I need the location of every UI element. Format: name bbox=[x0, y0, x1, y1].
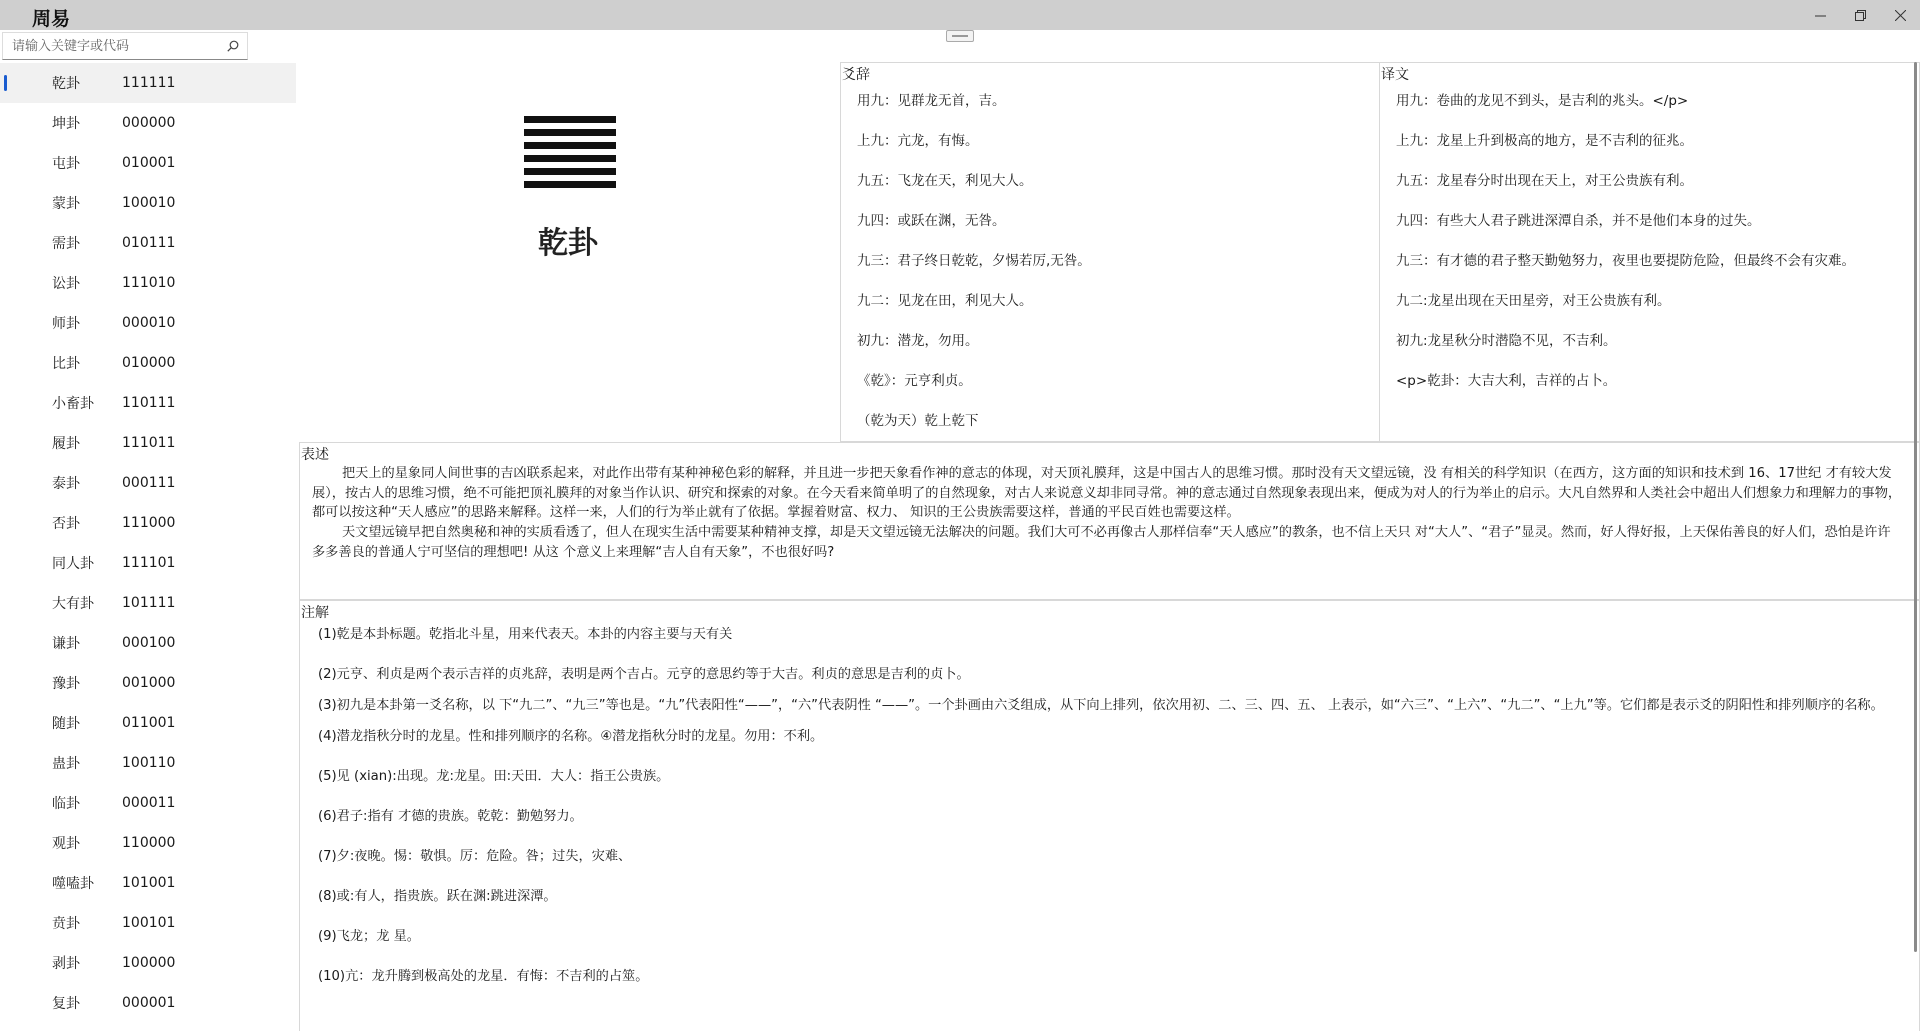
note-item: (9)飞龙；龙 星。 bbox=[318, 929, 420, 944]
hexagram-title: 乾卦 bbox=[538, 226, 598, 261]
hexagram-code: 000011 bbox=[122, 795, 176, 811]
zhujie-title: 注解 bbox=[301, 605, 329, 621]
list-item[interactable] bbox=[0, 863, 296, 903]
hexagram-name: 蒙卦 bbox=[52, 196, 80, 212]
hexagram-name: 履卦 bbox=[52, 436, 80, 452]
list-item[interactable] bbox=[0, 463, 296, 503]
app-title: 周易 bbox=[32, 8, 71, 30]
search-button[interactable] bbox=[223, 36, 243, 56]
note-item: (4)潜龙指秋分时的龙星。性和排列顺序的名称。④潜龙指秋分时的龙星。勿用：不利。 bbox=[318, 729, 824, 744]
yaoci-line: 九五：飞龙在天，利见大人。 bbox=[857, 173, 1033, 189]
hexagram-name: 屯卦 bbox=[52, 156, 80, 172]
yaoci-title: 爻辞 bbox=[842, 67, 870, 83]
selection-indicator bbox=[4, 75, 7, 91]
note-item: (3)初九是本卦第一爻名称，以 下“九二”、“九三”等也是。“九”代表阳性“——”，“六”代表阴性 “——”。一个卦画由六爻组成，从下向上排列，依次用初、二、三、四、五、 上表示，如“六三”、“上六”、“九二”、“上九”等。它们都是表示爻的阴阳性和排列顺序的名称。 bbox=[318, 698, 1884, 713]
hexagram-name: 临卦 bbox=[52, 796, 80, 812]
biaoshu-paragraph: 天文望远镜早把自然奥秘和神的实质看透了，但人在现实生活中需要某种精神支撑，却是天文望远镜无法解决的问题。我们大可不必再像古人那样信奉“天人感应”的教条，也不信上天只 对“大人”、“君子”显灵。然而，好人得好报，上天保佑善良的好人们，恐怕是许许多多善良的普通人宁可坚信的理想吧! 从这 个意义上来理解“吉人自有天象”，不也很好吗? bbox=[312, 525, 1891, 560]
list-item[interactable] bbox=[0, 503, 296, 543]
yaoci-line: 用九：见群龙无首，吉。 bbox=[857, 93, 1006, 109]
hexagram-code: 100000 bbox=[122, 955, 176, 971]
list-item[interactable] bbox=[0, 183, 296, 223]
list-item[interactable] bbox=[0, 143, 296, 183]
maximize-button[interactable] bbox=[1840, 0, 1880, 30]
list-item[interactable] bbox=[0, 383, 296, 423]
yiwen-line: 九三：有才德的君子整天勤勉努力，夜里也要提防危险，但最终不会有灾难。 bbox=[1396, 253, 1855, 269]
hexagram-code: 111011 bbox=[122, 435, 176, 451]
biaoshu-title: 表述 bbox=[301, 447, 329, 463]
hexagram-code: 101111 bbox=[122, 595, 176, 611]
note-item: (6)君子:指有 才德的贵族。乾乾：勤勉努力。 bbox=[318, 809, 583, 824]
hexagram-name: 小畜卦 bbox=[52, 396, 94, 412]
yang-line bbox=[524, 168, 616, 175]
zhujie-panel bbox=[299, 600, 1920, 1031]
list-item[interactable] bbox=[0, 623, 296, 663]
close-icon bbox=[1895, 10, 1906, 21]
list-item[interactable] bbox=[0, 903, 296, 943]
search-box bbox=[2, 32, 248, 60]
list-item[interactable] bbox=[0, 703, 296, 743]
yiwen-line: 九二:龙星出现在天田星旁，对王公贵族有利。 bbox=[1396, 293, 1671, 309]
hexagram-name: 谦卦 bbox=[52, 636, 80, 652]
yang-line bbox=[524, 155, 616, 162]
hexagram-name: 乾卦 bbox=[52, 76, 80, 92]
hexagram-code: 100101 bbox=[122, 915, 176, 931]
hexagram-code: 100010 bbox=[122, 195, 176, 211]
yiwen-line: 九五：龙星春分时出现在天上，对王公贵族有利。 bbox=[1396, 173, 1693, 189]
hexagram-name: 讼卦 bbox=[52, 276, 80, 292]
list-item[interactable] bbox=[0, 543, 296, 583]
note-item: (8)或:有人，指贵族。跃在渊:跳进深潭。 bbox=[318, 889, 557, 904]
search-input[interactable] bbox=[3, 33, 217, 59]
hexagram-name: 需卦 bbox=[52, 236, 80, 252]
scrollbar[interactable] bbox=[1914, 62, 1917, 952]
list-item[interactable] bbox=[0, 583, 296, 623]
list-item[interactable] bbox=[0, 263, 296, 303]
hexagram-name: 师卦 bbox=[52, 316, 80, 332]
yiwen-panel bbox=[1379, 62, 1920, 442]
hexagram-code: 111000 bbox=[122, 515, 176, 531]
yang-line bbox=[524, 129, 616, 136]
hexagram-name: 随卦 bbox=[52, 716, 80, 732]
biaoshu-panel bbox=[299, 442, 1920, 600]
hexagram-name: 大有卦 bbox=[52, 596, 94, 612]
list-item[interactable] bbox=[0, 823, 296, 863]
hexagram-name: 豫卦 bbox=[52, 676, 80, 692]
yaoci-line: 初九：潜龙，勿用。 bbox=[857, 333, 979, 349]
hexagram-code: 110000 bbox=[122, 835, 176, 851]
list-item[interactable] bbox=[0, 783, 296, 823]
hexagram-code: 111010 bbox=[122, 275, 176, 291]
yiwen-lines bbox=[1396, 89, 1855, 409]
note-item: (5)见 (xian):出现。龙:龙星。田:天田．大人：指王公贵族。 bbox=[318, 769, 670, 784]
hexagram-name: 噬嗑卦 bbox=[52, 876, 94, 892]
hexagram-name: 剥卦 bbox=[52, 956, 80, 972]
list-item[interactable] bbox=[0, 743, 296, 783]
hexagram-code: 111101 bbox=[122, 555, 176, 571]
close-button[interactable] bbox=[1880, 0, 1920, 30]
zhujie-notes bbox=[318, 625, 1907, 1007]
hexagram-name: 否卦 bbox=[52, 516, 80, 532]
hexagram-code: 101001 bbox=[122, 875, 176, 891]
yiwen-line: 用九：卷曲的龙见不到头，是吉利的兆头。</p> bbox=[1396, 93, 1689, 109]
yang-line bbox=[524, 142, 616, 149]
yiwen-line: 上九：龙星上升到极高的地方，是不吉利的征兆。 bbox=[1396, 133, 1693, 149]
drag-handle[interactable] bbox=[946, 30, 974, 42]
hexagram-code: 000100 bbox=[122, 635, 176, 651]
yiwen-line: <p>乾卦：大吉大利，吉祥的占卜。 bbox=[1396, 373, 1617, 389]
yiwen-title: 译文 bbox=[1381, 67, 1409, 83]
note-item: (2)元亨、利贞是两个表示吉祥的贞兆辞，表明是两个吉占。元亨的意思约等于大吉。利贞的意思是吉利的贞卜。 bbox=[318, 667, 970, 682]
hexagram-code: 000001 bbox=[122, 995, 176, 1011]
hexagram-code: 010111 bbox=[122, 235, 176, 251]
yaoci-panel bbox=[840, 62, 1380, 442]
yaoci-line: 《乾》：元亨利贞。 bbox=[857, 373, 972, 389]
yaoci-line: （乾为天）乾上乾下 bbox=[857, 413, 979, 429]
hexagram-name: 蛊卦 bbox=[52, 756, 80, 772]
yaoci-line: 上九：亢龙，有悔。 bbox=[857, 133, 979, 149]
list-item[interactable] bbox=[0, 983, 296, 1023]
yaoci-line: 九三：君子终日乾乾，夕惕若厉,无咎。 bbox=[857, 253, 1091, 269]
hexagram-code: 010000 bbox=[122, 355, 176, 371]
hexagram-code: 111111 bbox=[122, 75, 176, 91]
hexagram-code: 000000 bbox=[122, 115, 176, 131]
yiwen-line: 初九:龙星秋分时潜隐不见，不吉利。 bbox=[1396, 333, 1617, 349]
search-icon bbox=[227, 40, 239, 52]
yaoci-lines bbox=[857, 89, 1091, 449]
hexagram-code: 000111 bbox=[122, 475, 176, 491]
hexagram-code: 011001 bbox=[122, 715, 176, 731]
minimize-button[interactable] bbox=[1800, 0, 1840, 30]
hexagram-name: 同人卦 bbox=[52, 556, 94, 572]
hexagram-symbol bbox=[524, 116, 616, 194]
title-bar bbox=[0, 0, 1920, 30]
hexagram-display bbox=[298, 52, 838, 442]
note-item: (1)乾是本卦标题。乾指北斗星，用来代表天。本卦的内容主要与天有关 bbox=[318, 627, 733, 642]
note-item: (7)夕:夜晚。惕：敬惧。厉：危险。咎；过失，灾难、 bbox=[318, 849, 632, 864]
list-item[interactable] bbox=[0, 223, 296, 263]
hexagram-list bbox=[0, 63, 296, 1031]
hexagram-name: 坤卦 bbox=[52, 116, 80, 132]
list-item[interactable] bbox=[0, 103, 296, 143]
yang-line bbox=[524, 181, 616, 188]
hexagram-code: 000010 bbox=[122, 315, 176, 331]
yang-line bbox=[524, 116, 616, 123]
yaoci-line: 九二：见龙在田，利见大人。 bbox=[857, 293, 1033, 309]
hexagram-name: 泰卦 bbox=[52, 476, 80, 492]
minimize-icon bbox=[1815, 10, 1826, 21]
list-item[interactable] bbox=[0, 943, 296, 983]
hexagram-code: 110111 bbox=[122, 395, 176, 411]
hexagram-code: 100110 bbox=[122, 755, 176, 771]
hexagram-code: 001000 bbox=[122, 675, 176, 691]
list-item[interactable] bbox=[0, 303, 296, 343]
yiwen-line: 九四：有些大人君子跳进深潭自杀，并不是他们本身的过失。 bbox=[1396, 213, 1761, 229]
restore-icon bbox=[1855, 10, 1866, 21]
list-item[interactable] bbox=[0, 423, 296, 463]
list-item[interactable] bbox=[0, 63, 296, 103]
hexagram-name: 贲卦 bbox=[52, 916, 80, 932]
hexagram-name: 观卦 bbox=[52, 836, 80, 852]
note-item: (10)亢：龙升腾到极高处的龙星．有悔：不吉利的占筮。 bbox=[318, 969, 649, 984]
hexagram-name: 复卦 bbox=[52, 996, 80, 1012]
biaoshu-paragraph: 把天上的星象同人间世事的吉凶联系起来，对此作出带有某种神秘色彩的解释，并且进一步把天象看作神的意志的体现，对天顶礼膜拜，这是中国古人的思维习惯。那时没有天文望远镜，没 有相关的科学知识（在西方，这方面的知识和技术到 16、17世纪 才有较大发展），按古人的思维习惯，绝不可能把顶礼膜拜的对象当作认识、研究和探索的对象。在今天看来简单明了的自然现象，对古人来说意义却非同寻常。神的意志通过自然现象表现出来，便成为对人的行为举止的启示。大凡自然界和人类社会中超出人们想象力和理解力的事物，都可以按这种“天人感应”的思路来解释。这样一来，人们的行为举止就有了依据。掌握着财富、权力、 知识的王公贵族需要这样，普通的平民百姓也需要这样。 bbox=[312, 466, 1902, 520]
hexagram-code: 010001 bbox=[122, 155, 176, 171]
yaoci-line: 九四：或跃在渊，无咎。 bbox=[857, 213, 1006, 229]
list-item[interactable] bbox=[0, 663, 296, 703]
list-item[interactable] bbox=[0, 343, 296, 383]
hexagram-name: 比卦 bbox=[52, 356, 80, 372]
